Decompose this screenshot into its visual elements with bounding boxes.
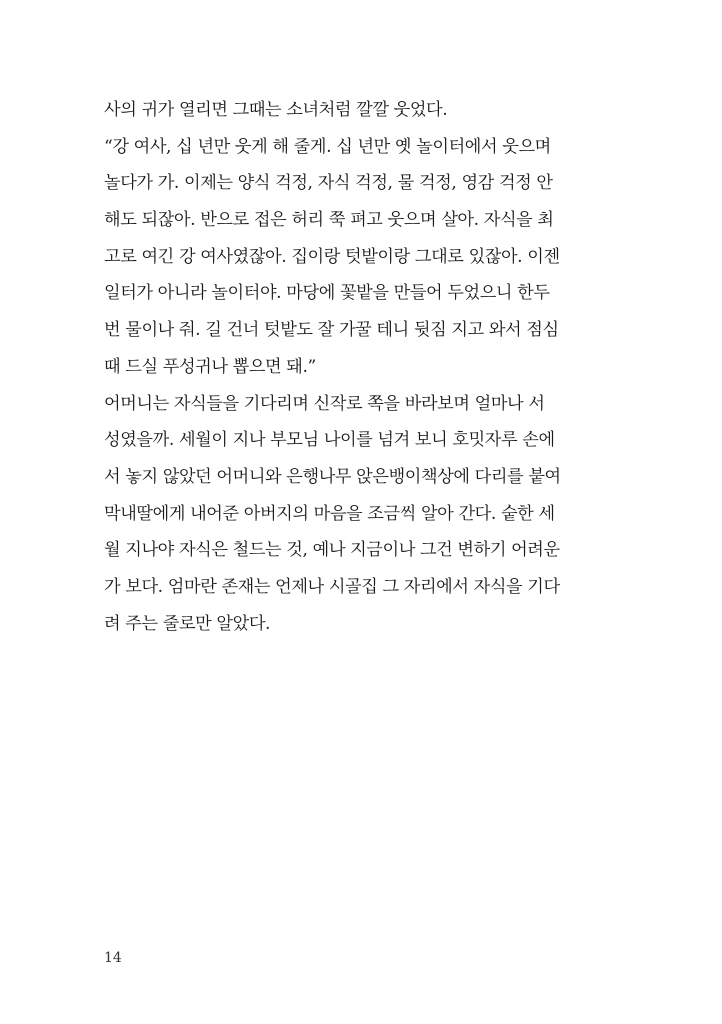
text-line: 가 보다. 엄마란 존재는 언제나 시골집 그 자리에서 자식을 기다 xyxy=(104,576,560,597)
body-text xyxy=(104,92,624,642)
text-line: 서 놓지 않았던 어머니와 은행나무 앉은뱅이책상에 다리를 붙여 xyxy=(104,466,561,487)
text-line: 일터가 아니라 놀이터야. 마당에 꽃밭을 만들어 두었으니 한두 xyxy=(104,283,550,304)
text-line: 사의 귀가 열리면 그때는 소녀처럼 깔깔 웃었다. xyxy=(104,100,448,120)
text-line: 때 드실 푸성귀나 뽑으면 돼.” xyxy=(104,356,316,377)
text-line: 월 지나야 자식은 철드는 것, 예나 지금이나 그건 변하기 어려운 xyxy=(104,540,560,561)
text-line: 어머니는 자식들을 기다리며 신작로 쪽을 바라보며 얼마나 서 xyxy=(104,393,545,414)
text-line: 번 물이나 줘. 길 건너 텃밭도 잘 가꿀 테니 뒷짐 지고 와서 점심 xyxy=(104,320,559,341)
text-line: 놀다가 가. 이제는 양식 걱정, 자식 걱정, 물 걱정, 영감 걱정 안 xyxy=(104,173,553,194)
text-line: 성였을까. 세월이 지나 부모님 나이를 넘겨 보니 호밋자루 손에 xyxy=(104,430,555,451)
text-line: 려 주는 줄로만 알았다. xyxy=(104,613,271,634)
text-line: “강 여사, 십 년만 웃게 해 줄게. 십 년만 옛 놀이터에서 웃으며 xyxy=(104,136,551,157)
text-line: 고로 여긴 강 여사였잖아. 집이랑 텃밭이랑 그대로 있잖아. 이젠 xyxy=(104,246,560,267)
text-line: 해도 되잖아. 반으로 접은 허리 쭉 펴고 웃으며 살아. 자식을 최 xyxy=(104,210,554,231)
text-line: 막내딸에게 내어준 아버지의 마음을 조금씩 알아 간다. 숱한 세 xyxy=(104,503,555,524)
page-number: 14 xyxy=(104,950,122,966)
